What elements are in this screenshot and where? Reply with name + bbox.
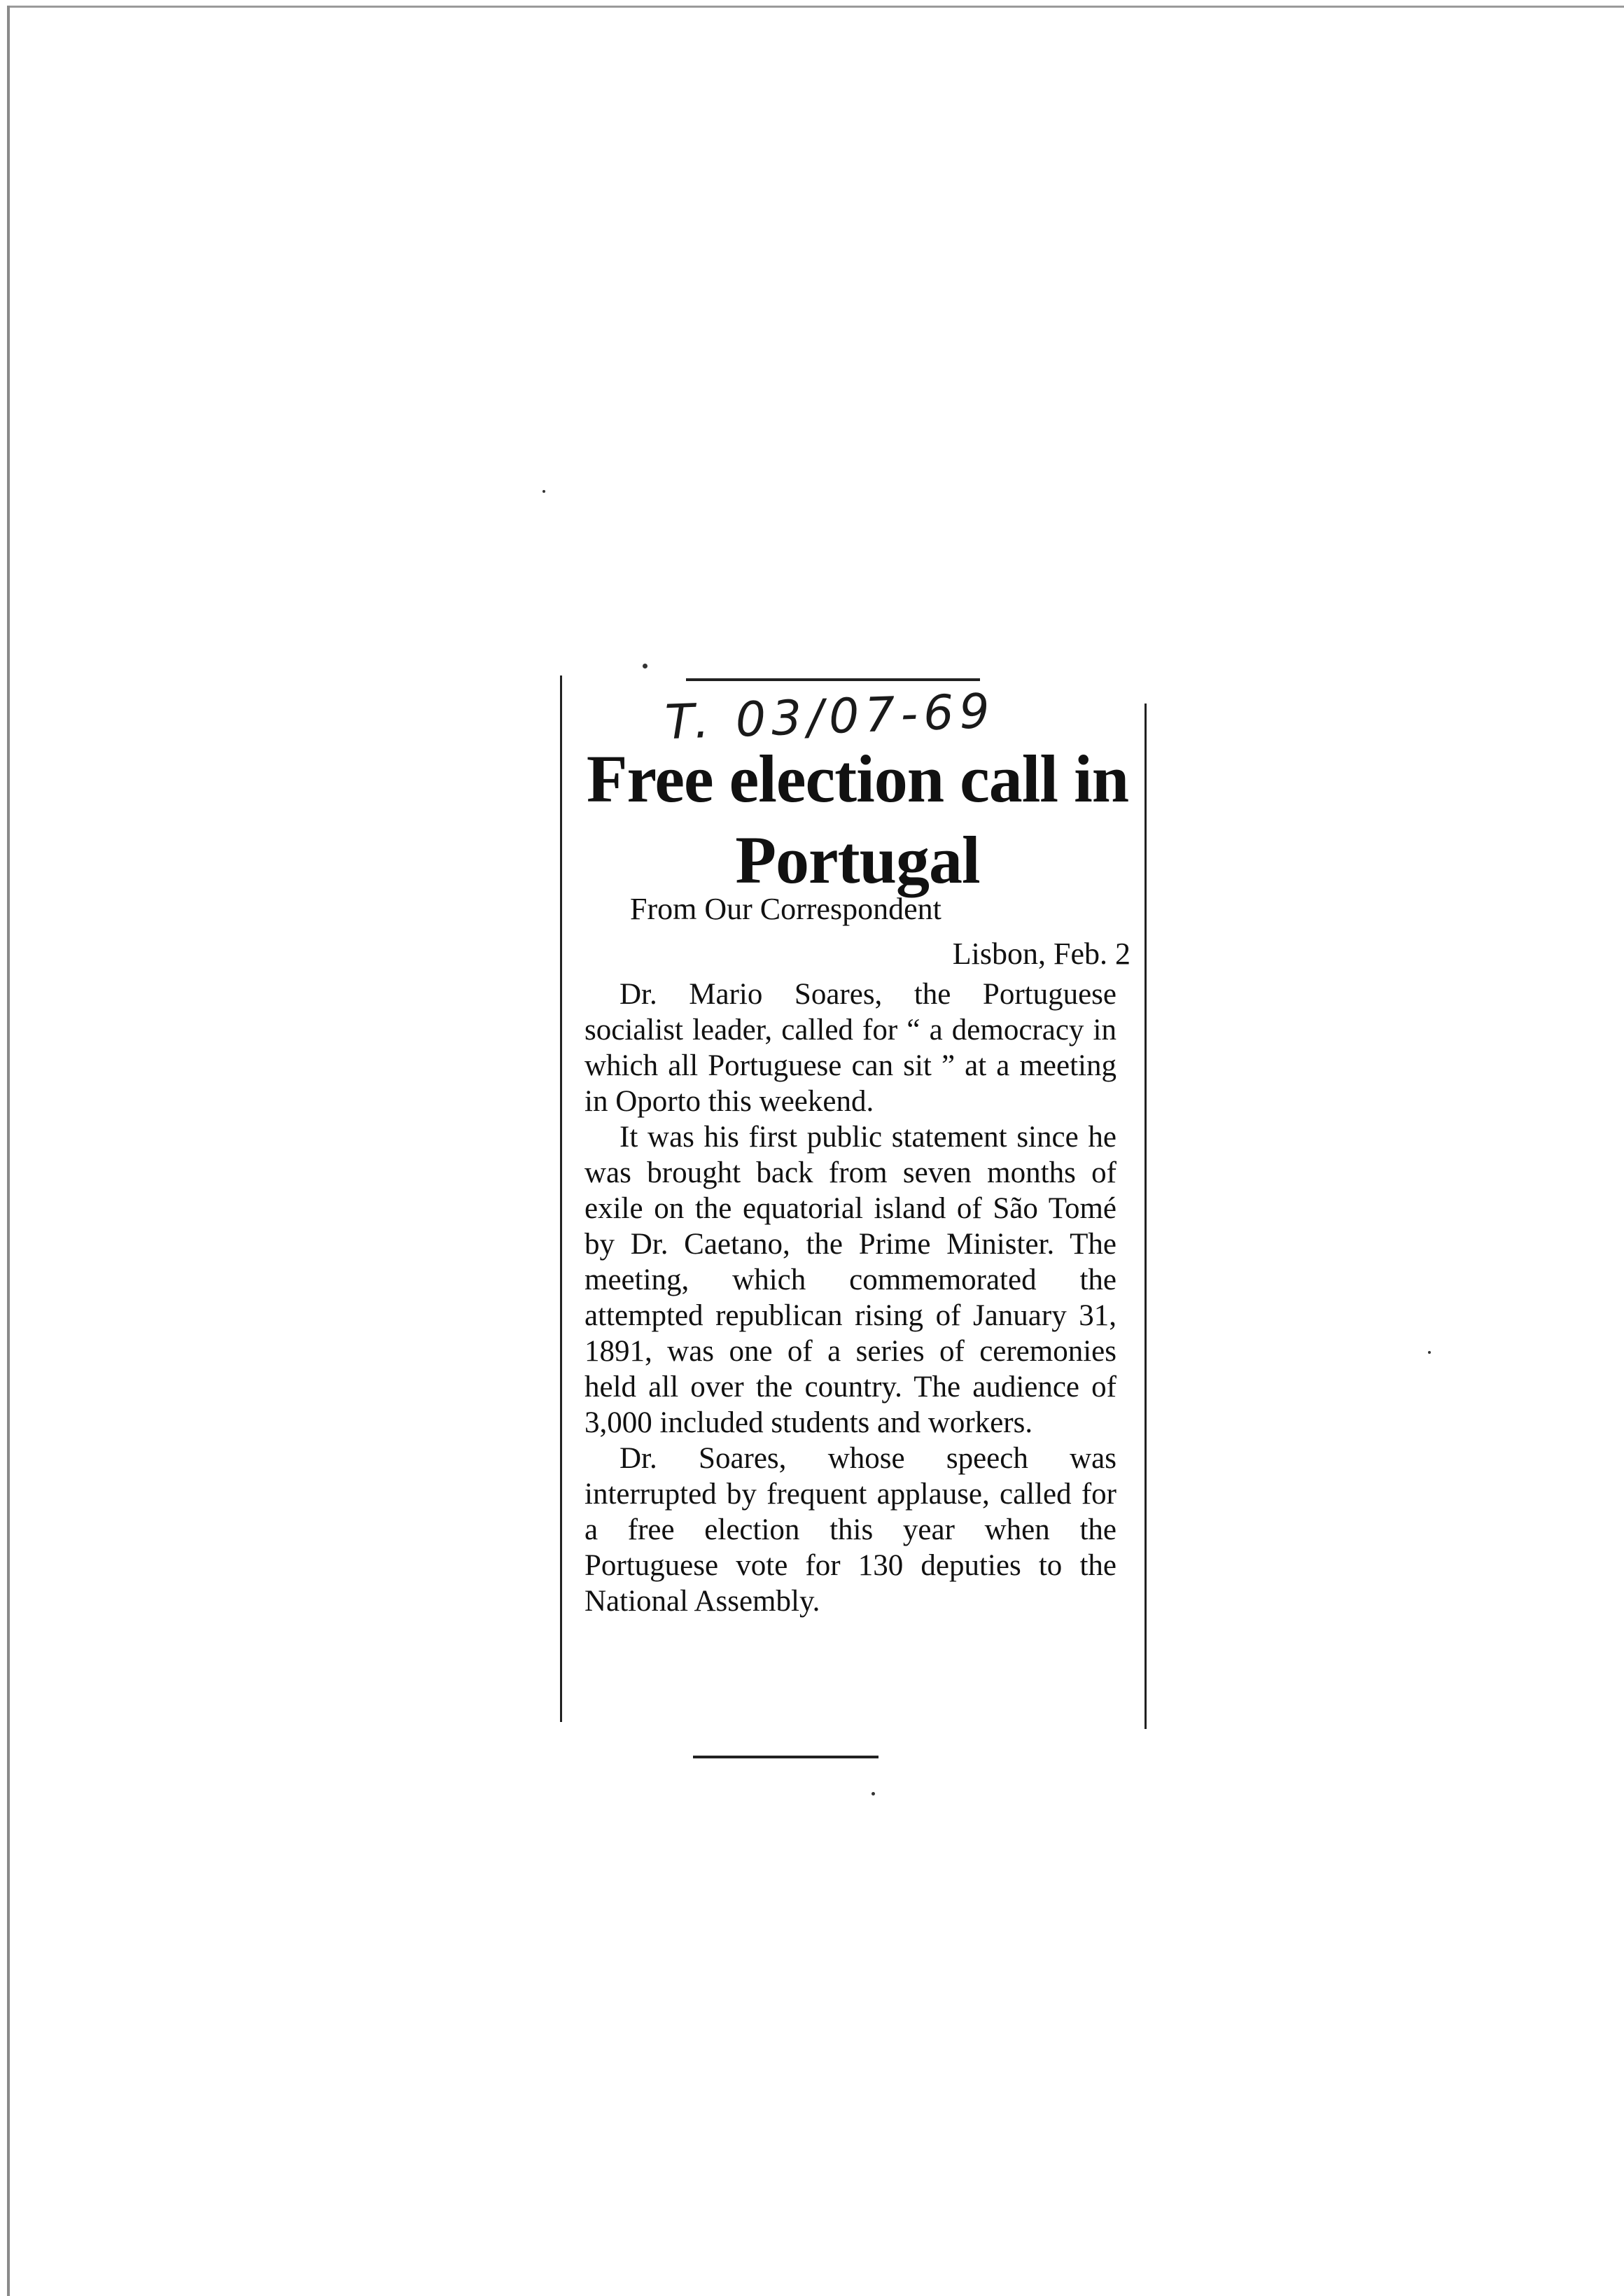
end-rule: [693, 1756, 878, 1758]
article-paragraph: Dr. Soares, whose speech was interrupted by frequent applause, called for a free election this year when the Portuguese vote for 130 deputies to the National Assembly.: [584, 1442, 1116, 1618]
headline-rule: [686, 678, 980, 681]
newspaper-clipping: [560, 676, 1155, 1764]
scan-edge-top: [7, 6, 1624, 8]
article-paragraph: It was his first public statement since he was brought back from seven months of exile on the equatorial island of São Tomé by Dr. Caetano, the Prime Minister. The meeting, which commemorated the attempted republican rising of January 31, 1891, was one of a series of ceremonies held all over the country. The audience of 3,000 included students and workers.: [584, 1121, 1116, 1439]
headline: Free election call in Portugal: [586, 741, 1129, 897]
article-paragraph: Dr. Mario Soares, the Portuguese socialist leader, called for “ a democracy in which all Portuguese can sit ” at a meeting in Oporto this weekend.: [584, 978, 1116, 1118]
handwritten-date-annotation: T. 03/07-69: [664, 683, 996, 751]
scan-speck: [643, 664, 648, 668]
scan-edge-left: [7, 6, 10, 2296]
scan-speck: [1428, 1351, 1431, 1354]
byline: From Our Correspondent: [630, 892, 941, 926]
column-rule-left: [560, 676, 562, 1722]
article-body: [584, 976, 1116, 1619]
scan-speck: [542, 490, 545, 493]
column-rule-right: [1144, 704, 1147, 1729]
scan-speck: [872, 1792, 875, 1795]
dateline: Lisbon, Feb. 2: [952, 937, 1130, 971]
